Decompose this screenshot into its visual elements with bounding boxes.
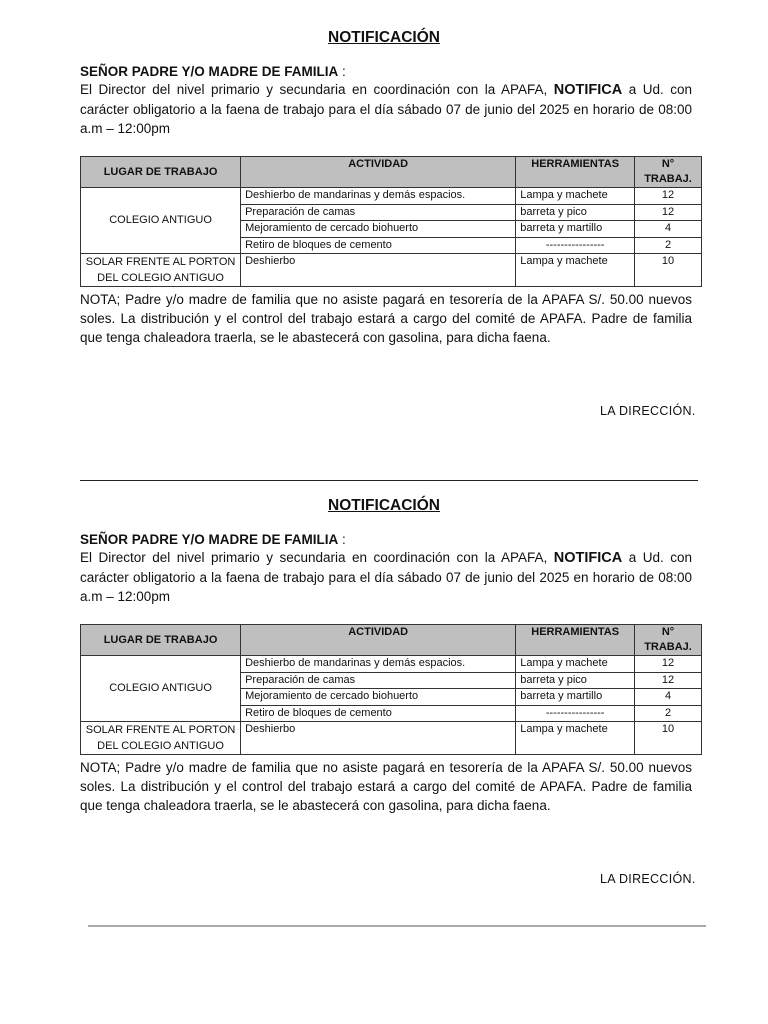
body-before: El Director del nivel primario y secundaria en coordinación con la APAFA, <box>80 550 554 565</box>
work-table <box>80 624 702 755</box>
place-cell <box>81 722 241 755</box>
notice-copy-2 <box>0 468 768 936</box>
workers-cell: 10 <box>635 722 702 755</box>
notice-body <box>80 80 692 138</box>
activity-cell: Retiro de bloques de cemento <box>241 237 516 254</box>
header-lugar: LUGAR DE TRABAJO <box>81 157 241 188</box>
tools-cell: Lampa y machete <box>516 722 635 755</box>
workers-cell: 12 <box>635 188 702 205</box>
table-row <box>81 188 702 205</box>
table-row <box>81 722 702 755</box>
place-line-1: SOLAR FRENTE AL PORTON <box>85 256 236 268</box>
table-header-row <box>81 625 702 656</box>
tools-cell: barreta y pico <box>516 672 635 689</box>
tools-cell: Lampa y machete <box>516 656 635 673</box>
signature: LA DIRECCIÓN. <box>600 872 696 886</box>
workers-cell: 10 <box>635 254 702 287</box>
activity-cell: Deshierbo de mandarinas y demás espacios. <box>241 656 516 673</box>
header-actividad: ACTIVIDAD <box>241 157 516 188</box>
note-paragraph: NOTA; Padre y/o madre de familia que no asiste pagará en tesorería de la APAFA S/. 50.00 nuevos soles. La distribución y el control del trabajo estará a cargo del comité de APAFA. Padre de familia que tenga chaleadora traerla, se le abastecerá con gasolina, para dicha faena. <box>80 760 692 813</box>
workers-cell: 4 <box>635 221 702 238</box>
tools-cell: barreta y martillo <box>516 689 635 706</box>
body-after: a Ud. con carácter obligatorio a la faena de trabajo para el día sábado 07 de junio del 2025 en horario de 08:00 a.m – 12:00pm <box>80 550 692 604</box>
activity-cell: Preparación de camas <box>241 672 516 689</box>
workers-cell: 12 <box>635 204 702 221</box>
activity-cell: Mejoramiento de cercado biohuerto <box>241 221 516 238</box>
place-line-2: DEL COLEGIO ANTIGUO <box>97 272 224 284</box>
header-trabajadores: N° TRABAJ. <box>635 625 702 656</box>
notice-title: NOTIFICACIÓN <box>328 497 440 514</box>
tools-cell: barreta y martillo <box>516 221 635 238</box>
place-cell <box>81 254 241 287</box>
place-cell: COLEGIO ANTIGUO <box>81 656 241 722</box>
tools-cell: Lampa y machete <box>516 254 635 287</box>
header-herramientas: HERRAMIENTAS <box>516 157 635 188</box>
workers-cell: 12 <box>635 656 702 673</box>
greeting-line <box>80 532 346 547</box>
table-row <box>81 656 702 673</box>
work-table <box>80 156 702 287</box>
activity-cell: Deshierbo <box>241 722 516 755</box>
workers-cell: 2 <box>635 237 702 254</box>
activity-cell: Mejoramiento de cercado biohuerto <box>241 689 516 706</box>
body-bold: NOTIFICA <box>553 82 623 98</box>
header-trabajadores: N° TRABAJ. <box>635 157 702 188</box>
greeting-line <box>80 64 346 79</box>
place-line-1: SOLAR FRENTE AL PORTON <box>85 724 236 736</box>
body-bold: NOTIFICA <box>553 550 623 566</box>
header-herramientas: HERRAMIENTAS <box>516 625 635 656</box>
note-paragraph: NOTA; Padre y/o madre de familia que no asiste pagará en tesorería de la APAFA S/. 50.00 nuevos soles. La distribución y el control del trabajo estará a cargo del comité de APAFA. Padre de familia que tenga chaleadora traerla, se le abastecerá con gasolina, para dicha faena. <box>80 292 692 345</box>
activity-cell: Deshierbo de mandarinas y demás espacios. <box>241 188 516 205</box>
greeting-suffix: : <box>338 532 346 547</box>
bottom-rule <box>88 925 706 927</box>
greeting-text: SEÑOR PADRE Y/O MADRE DE FAMILIA <box>80 532 339 547</box>
activity-cell: Deshierbo <box>241 254 516 287</box>
greeting-suffix: : <box>338 64 346 79</box>
tools-cell: ---------------- <box>516 705 635 722</box>
notice-copy-1 <box>0 0 768 468</box>
signature: LA DIRECCIÓN. <box>600 404 696 418</box>
tools-cell: barreta y pico <box>516 204 635 221</box>
tools-cell: Lampa y machete <box>516 188 635 205</box>
header-actividad: ACTIVIDAD <box>241 625 516 656</box>
body-after: a Ud. con carácter obligatorio a la faena de trabajo para el día sábado 07 de junio del 2025 en horario de 08:00 a.m – 12:00pm <box>80 82 692 136</box>
notice-body <box>80 548 692 606</box>
workers-cell: 2 <box>635 705 702 722</box>
activity-cell: Preparación de camas <box>241 204 516 221</box>
body-before: El Director del nivel primario y secundaria en coordinación con la APAFA, <box>80 82 554 97</box>
tools-cell: ---------------- <box>516 237 635 254</box>
table-header-row <box>81 157 702 188</box>
place-line-2: DEL COLEGIO ANTIGUO <box>97 740 224 752</box>
workers-cell: 12 <box>635 672 702 689</box>
table-row <box>81 254 702 287</box>
header-lugar: LUGAR DE TRABAJO <box>81 625 241 656</box>
notice-title: NOTIFICACIÓN <box>328 29 440 46</box>
place-cell: COLEGIO ANTIGUO <box>81 188 241 254</box>
greeting-text: SEÑOR PADRE Y/O MADRE DE FAMILIA <box>80 64 339 79</box>
workers-cell: 4 <box>635 689 702 706</box>
activity-cell: Retiro de bloques de cemento <box>241 705 516 722</box>
